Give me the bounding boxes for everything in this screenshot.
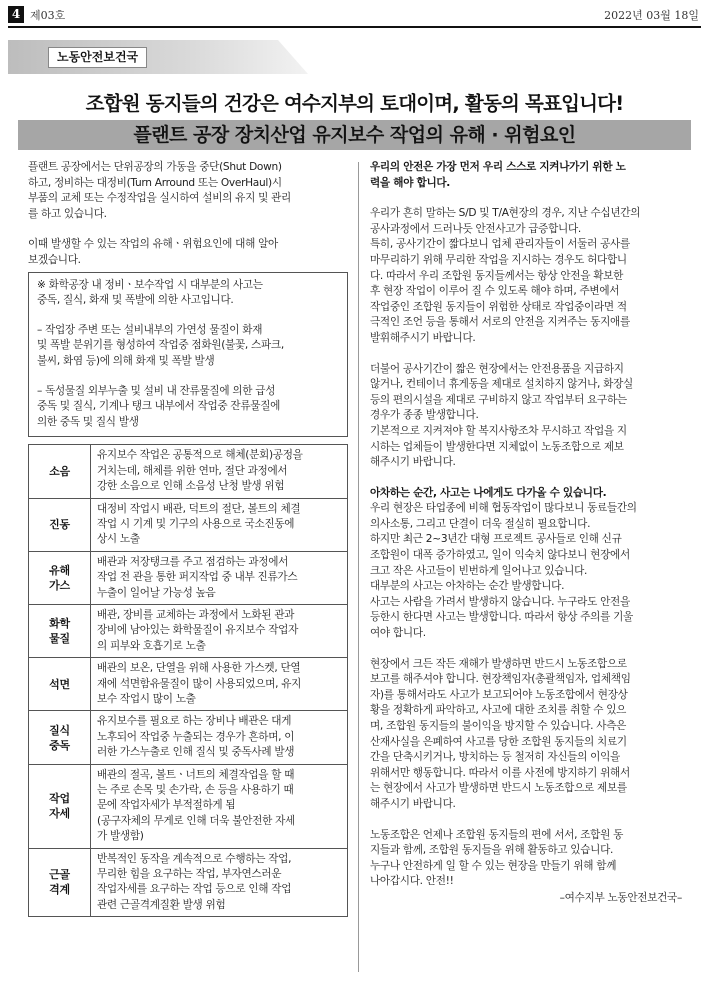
hazard-description: 유지보수를 필요로 하는 장비나 배관은 대게 노후되어 작업중 누출되는 경우가 흔하며, 이 러한 가스누출로 인해 질식 및 중독사례 발생 [91, 711, 348, 764]
hazard-description: 유지보수 작업은 공통적으로 해체(분회)공정을 거치는데, 해체를 위한 연마, 절단 과정에서 강한 소음으로 인해 소음성 난청 발생 위험 [91, 445, 348, 498]
hazard-description: 배관, 장비를 교체하는 과정에서 노화된 관과 장비에 남아있는 화학물질이 유지보수 작업자 의 피부와 호흡기로 노출 [91, 604, 348, 657]
issue-number: 제03호 [30, 9, 66, 22]
section-banner [8, 40, 308, 74]
text-line: 중독 및 질식, 기계나 탱크 내부에서 작업중 잔류물질에 [37, 400, 281, 413]
hazard-name: 작업 자세 [29, 764, 91, 848]
left-column [28, 160, 348, 917]
section-heading: 아차하는 순간, 사고는 나에게도 다가올 수 있습니다. [370, 486, 607, 499]
hazard-name: 유해 가스 [29, 551, 91, 604]
hazard-name: 질식 중독 [29, 711, 91, 764]
table-row [29, 604, 348, 657]
article-headline: 조합원 동지들의 건강은 여수지부의 토대이며, 활동의 목표입니다! [85, 92, 624, 115]
hazard-description: 대정비 작업시 배관, 덕트의 절단, 볼트의 체결 작업 시 기계 및 기구의 사용으로 국소진동에 상시 노출 [91, 498, 348, 551]
note-paragraph [37, 384, 339, 431]
issue-date: 2022년 03월 18일 [604, 9, 699, 22]
intro-paragraph [28, 160, 348, 222]
text-line: – 독성물질 외부누출 및 설비 내 잔류물질에 의한 급성 [37, 384, 276, 397]
text-line: 및 폭발 분위기를 형성하여 작업중 점화원(불꽃, 스파크, [37, 339, 284, 352]
hazard-name: 화학 물질 [29, 604, 91, 657]
text-line: ※ 화학공장 내 정비ㆍ보수작업 시 대부분의 사고는 [37, 278, 263, 291]
hazard-description: 배관과 저장탱크를 주고 점검하는 과정에서 작업 전 관을 통한 퍼지작업 중 내부 진류가스 누출이 일어날 가능성 높음 [91, 551, 348, 604]
intro-paragraph-2 [28, 237, 348, 268]
column-divider [358, 162, 359, 972]
text-line: 부품의 교체 또는 수정작업을 실시하여 설비의 유지 및 관리 [28, 192, 291, 205]
body-paragraph: 현장에서 크든 작든 재해가 발생하면 반드시 노동조합으로 보고를 해주셔야 합니다. 현장책임자(총괄책임자, 업체책임 자)를 통해서라도 사고가 보고되어야 노동조합에서 현장상 황을 정확하게 파악하고, 사고에 대한 조치를 취할 수 있으 며, 조합원 동지들의 불이익을 방지할 수 있습니다. 사측은 산재사실을 은폐하여 사고를 당한 조합원 동지들의 치료기 간을 단축시키거나, 방치하는 등 철저히 자신들의 이익을 위해서만 행동합니다. 따라서 이를 사전에 방지하기 위해서 는 현장에서 사고가 발생하면 반드시 노동조합으로 제보를 해주시기 바랍니다. [370, 657, 631, 810]
text-line: 의한 중독 및 질식 발생 [37, 415, 139, 428]
text-line: 하고, 정비하는 대정비(Turn Arround 또는 OverHaul)시 [28, 176, 282, 189]
page-number: 4 [8, 6, 24, 23]
article-subheadline: 플랜트 공장 장치산업 유지보수 작업의 유해 · 위험요인 [18, 120, 691, 150]
table-row [29, 764, 348, 848]
body-paragraph: 우리 현장은 타업종에 비해 협동작업이 많다보니 동료들간의 의사소통, 그리고 단결이 더욱 절실히 필요합니다. 하지만 최근 2~3년간 대형 프로젝트 공사들로 인해 신규 조합원이 대폭 증가하였고, 일이 익숙치 않다보니 현장에서 크고 작은 사고들이 빈번하게 일어나고 있습니다. 대부분의 사고는 아차하는 순간 발생합니다. 사고는 사람을 가려서 발생하지 않습니다. 누구라도 안전을 등한시 한다면 사고는 발생합니다. 따라서 항상 주의를 기울 여야 합니다. [370, 502, 637, 640]
note-paragraph [37, 278, 339, 309]
table-row [29, 848, 348, 917]
body-paragraph: 더불어 공사기간이 짧은 현장에서는 안전용품을 지급하지 않거나, 컨테이너 휴게동을 제대로 설치하지 않거나, 화장실 등의 편의시설을 제대로 구비하지 않고 작업부터 요구하는 경우가 종종 발생합니다. 기본적으로 지켜져야 할 복지사항조차 무시하고 작업을 지 시하는 업체들이 발생한다면 지체없이 노동조합으로 제보 해주시기 바랍니다. [370, 362, 633, 469]
table-row [29, 711, 348, 764]
note-paragraph [37, 323, 339, 370]
body-paragraph: 우리가 흔히 말하는 S/D 및 T/A현장의 경우, 지난 수십년간의 공사과정에서 드러나듯 안전사고가 급증합니다. 특히, 공사기간이 짧다보니 업체 관리자들이 서둘러 공사를 마무리하기 위해 무리한 작업을 지시하는 경우도 허다합니 다. 따라서 우리 조합원 동지들께서는 항상 안전을 확보한 후 현장 작업이 이루어 질 수 있도록 해야 하며, 주변에서 작업중인 조합원 동지들이 위험한 상태로 작업중이라면 적 극적인 조언 등을 통해서 서로의 안전을 지켜주는 동지애를 발휘해주시기 바랍니다. [370, 207, 641, 344]
hazard-name: 석면 [29, 658, 91, 711]
article-signoff: –여수지부 노동안전보건국– [559, 891, 682, 904]
page-header [8, 6, 701, 28]
section-label: 노동안전보건국 [48, 47, 147, 68]
right-column [370, 160, 682, 907]
text-line: 보겠습니다. [28, 253, 81, 266]
hazard-description: 배관의 절곡, 볼트ㆍ너트의 체결작업을 할 때 는 주로 손목 및 손가락, 손 등을 사용하기 때 문에 작업자세가 부적절하게 됨 (공구자체의 무게로 인해 더욱 불안전한 자세 가 발생함) [91, 764, 348, 848]
text-line: 플랜트 공장에서는 단위공장의 가동을 중단(Shut Down) [28, 161, 282, 173]
hazard-table [28, 444, 348, 917]
accident-note-box [28, 272, 348, 438]
hazard-name: 소음 [29, 445, 91, 498]
table-row [29, 658, 348, 711]
table-row [29, 551, 348, 604]
text-line: 중독, 질식, 화재 및 폭발에 의한 사고입니다. [37, 294, 234, 307]
body-paragraph: 노동조합은 언제나 조합원 동지들의 편에 서서, 조합원 동 지들과 함께, 조합원 동지들을 위해 활동하고 있습니다. 누구나 안전하게 일 할 수 있는 현장을 만들기 위해 함께 나아갑시다. 안전!! [370, 828, 624, 888]
text-line: 이때 발생할 수 있는 작업의 유해ㆍ위험요인에 대해 알아 [28, 238, 278, 251]
table-row [29, 498, 348, 551]
text-line: 를 하고 있습니다. [28, 207, 107, 220]
text-line: 불씨, 화염 등)에 의해 화재 및 폭발 발생 [37, 354, 215, 367]
text-line: – 작업장 주변 또는 설비내부의 가연성 물질이 화재 [37, 323, 263, 336]
hazard-name: 근골 격계 [29, 848, 91, 917]
hazard-description: 반복적인 동작을 계속적으로 수행하는 작업, 무리한 힘을 요구하는 작업, 부자연스러운 작업자세를 요구하는 작업 등으로 인해 작업 관련 근골격계질환 발생 위험 [91, 848, 348, 917]
hazard-name: 진동 [29, 498, 91, 551]
hazard-description: 배관의 보온, 단열을 위해 사용한 가스켓, 단열 재에 석면함유물질이 많이 사용되었으며, 유지 보수 작업시 많이 노출 [91, 658, 348, 711]
table-row [29, 445, 348, 498]
section-heading: 우리의 안전은 가장 먼저 우리 스스로 지켜나가기 위한 노 력을 해야 합니다. [370, 161, 626, 189]
